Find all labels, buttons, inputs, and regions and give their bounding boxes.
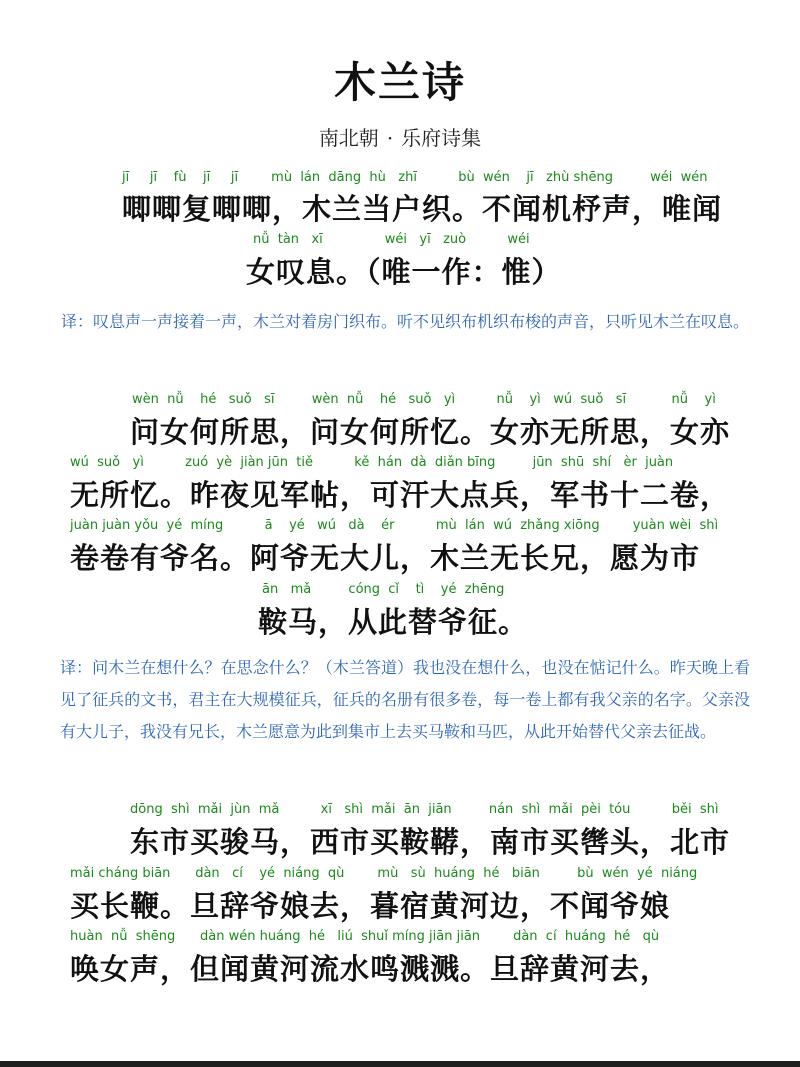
separator-dot: · [386,126,394,150]
dynasty: 南北朝 [318,126,379,150]
poem-line: 鞍马，从此替爷征。 [258,605,529,639]
pinyin-line: ān mǎ cóng cǐ tì yé zhēng [262,582,505,597]
pinyin-line: huàn nǚ shēng dàn wén huáng hé liú shuǐ míng jiān jiān dàn cí huáng hé qù [70,929,660,944]
pinyin-line: mǎi cháng biān dàn cí yé niáng qù mù sù huáng hé biān bù wén yé niáng [70,866,698,881]
poem-line: 买长鞭。旦辞爷娘去，暮宿黄河边，不闻爷娘 [70,889,671,923]
pinyin-line: dōng shì mǎi jùn mǎ xī shì mǎi ān jiān nán shì mǎi pèi tóu běi shì [130,802,719,817]
poem-line: 无所忆。昨夜见军帖，可汗大点兵，军书十二卷， [70,478,731,512]
pinyin-line: wú suǒ yì zuó yè jiàn jūn tiě kě hán dà diǎn bīng jūn shū shí èr juàn [70,455,674,470]
poem-subtitle [0,122,800,151]
bottom-bar [0,1061,800,1067]
poem-line: 东市买骏马，西市买鞍鞯，南市买辔头，北市 [130,825,731,859]
translation: 译：问木兰在想什么？在思念什么？（木兰答道）我也没在想什么，也没在惦记什么。昨天晚上看见了征兵的文书，君主在大规模征兵，征兵的名册有很多卷，每一卷上都有我父亲的名字。父亲没有大儿子，我没有兄长，木兰愿意为此到集市上去买马鞍和马匹，从此开始替代父亲去征战。 [60,658,750,741]
poem-line: 问女何所思，问女何所忆。女亦无所思，女亦 [130,415,731,449]
pinyin-line: wèn nǚ hé suǒ sī wèn nǚ hé suǒ yì nǚ yì wú suǒ sī nǚ yì [132,392,716,407]
pinyin-line: juàn juàn yǒu yé míng ā yé wú dà ér mù lán wú zhǎng xiōng yuàn wèi shì [70,518,719,533]
translation: 译：叹息声一声接着一声，木兰对着房门织布。听不见织布机织布梭的声音，只听见木兰在叹息。 [60,312,749,331]
pinyin-line: jī jī fù jī jī mù lán dāng hù zhī bù wén jī zhù shēng wéi wén [122,170,708,185]
poem-line: 女叹息。（唯一作：惟） [246,255,562,289]
pinyin-line: nǚ tàn xī wéi yī zuò wéi [253,232,530,247]
poem-title: 木兰诗 [333,58,466,107]
poem-line: 卷卷有爷名。阿爷无大儿，木兰无长兄，愿为市 [70,541,701,575]
source: 乐府诗集 [401,126,482,150]
poem-line: 唤女声，但闻黄河流水鸣溅溅。旦辞黄河去， [70,952,671,986]
poem-line: 唧唧复唧唧，木兰当户织。不闻机杼声，唯闻 [122,192,723,226]
